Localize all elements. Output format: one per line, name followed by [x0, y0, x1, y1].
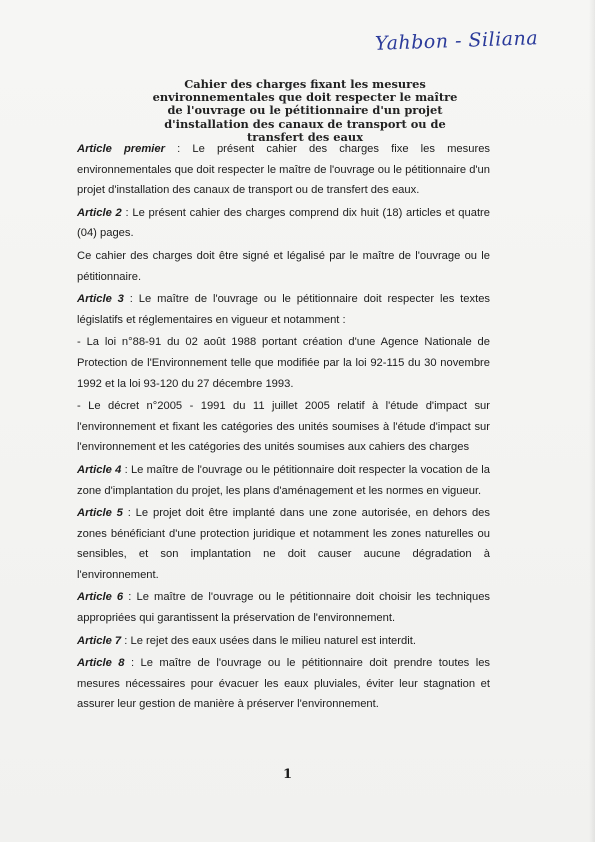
page-number: 1: [283, 767, 293, 782]
article-2-note: Ce cahier des charges doit être signé et légalisé par le maître de l'ouvrage ou le pétitionnaire.: [77, 249, 490, 283]
title-line: d'installation des canaux de transport ou de: [164, 116, 446, 131]
article-label: Article 2: [77, 206, 122, 219]
title-line: environnementales que doit respecter le maître: [152, 90, 458, 105]
article-text: : Le maître de l'ouvrage ou le pétitionnaire doit prendre toutes les mesures nécessaires pour évacuer les eaux pluviales, éviter leur stagnation et assurer leur gestion de manière à préserver l'environnement.: [77, 657, 491, 711]
article-label: Article 3: [77, 293, 124, 306]
article-4: [77, 460, 490, 501]
article-label: Article 7: [77, 634, 122, 647]
article-7: [77, 631, 490, 652]
article-1: [77, 139, 490, 201]
document-body: [77, 139, 490, 717]
article-text: : Le maître de l'ouvrage ou le pétitionnaire doit respecter la vocation de la zone d'implantation du projet, les plans d'aménagement et les normes en vigueur.: [77, 463, 491, 497]
article-6: [77, 587, 490, 628]
scan-edge-shadow: [589, 0, 595, 842]
article-label: Article 4: [77, 463, 122, 476]
article-2: [77, 203, 490, 244]
article-text: : Le maître de l'ouvrage ou le pétitionnaire doit choisir les techniques appropriées qui garantissent la préservation de l'environnement.: [77, 591, 491, 625]
article-8: [77, 653, 490, 715]
document-title: [120, 78, 490, 144]
article-text: : Le présent cahier des charges comprend dix huit (18) articles et quatre (04) pages.: [77, 206, 491, 240]
title-line: de l'ouvrage ou le pétitionnaire d'un projet: [167, 103, 443, 118]
article-text: : Le projet doit être implanté dans une zone autorisée, en dehors des zones bénéficiant d'une protection juridique et notamment les zones naturelles ou sensibles, et son implantation ne doit causer aucune dégradation à l'environnement.: [77, 507, 490, 581]
article-3-item: - Le décret n°2005 - 1991 du 11 juillet 2005 relatif à l'étude d'impact sur l'environnement et fixant les catégories des unités soumises à l'étude d'impact sur l'environnement et les catégories des unités soumises aux cahiers des charges: [77, 400, 490, 454]
title-line: Cahier des charges fixant les mesures: [184, 77, 426, 91]
article-text: : Le rejet des eaux usées dans le milieu naturel est interdit.: [124, 634, 416, 647]
article-text: : Le présent cahier des charges fixe les mesures environnementales que doit respecter le maître de l'ouvrage ou le pétitionnaire d'un projet d'installation des canaux de transport ou de transfert des eaux.: [77, 143, 491, 197]
article-label: Article premier: [77, 143, 165, 155]
article-3: [77, 289, 490, 330]
title-line: transfert des eaux: [246, 129, 363, 144]
article-5: [77, 503, 490, 585]
article-label: Article 8: [77, 657, 125, 670]
article-label: Article 6: [77, 591, 124, 604]
article-text: : Le maître de l'ouvrage ou le pétitionnaire doit respecter les textes législatifs et réglementaires en vigueur et notamment :: [77, 293, 491, 326]
article-3-item: - La loi n°88-91 du 02 août 1988 portant création d'une Agence Nationale de Protection de l'Environnement telle que modifiée par la loi 92-115 du 30 novembre 1992 et la loi 93-120 du 27 décembre 1993.: [77, 336, 490, 390]
handwritten-annotation: Yahbon - Siliana: [374, 27, 539, 55]
article-label: Article 5: [77, 507, 123, 520]
